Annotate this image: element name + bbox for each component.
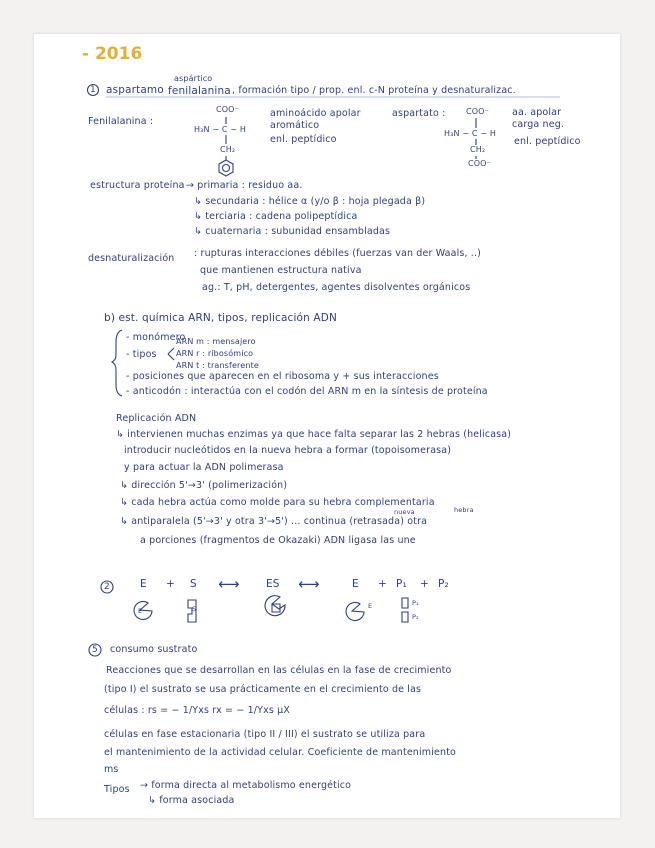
fenil-note-1: aminoácido apolar [270, 108, 361, 119]
q2-eq-ES: ES [266, 578, 280, 590]
fenil-note-3: enl. peptídico [270, 134, 337, 145]
asp-coo-bottom: COO⁻ [468, 159, 492, 168]
arn-type-m: ARN m : mensajero [176, 337, 256, 346]
q1-title-start: aspartamo [106, 84, 164, 96]
estructura-item-1: → primaria : residuo aa. [186, 180, 303, 191]
q2-shape-label-P1: P₁ [412, 599, 419, 607]
q2-eq-plus3: + [420, 578, 429, 590]
q2-shape-label-S: S [192, 605, 197, 613]
q5-line-1: Reacciones que se desarrollan en las células en la fase de crecimiento [106, 665, 452, 676]
replicacion-line-2: introducir nucleótidos en la nueva hebra a formar (topoisomerasa) [124, 445, 452, 456]
fenil-ch2: CH₂ [220, 145, 236, 154]
q2-eq-S: S [190, 578, 197, 590]
replicacion-line-7: a porciones (fragmentos de Okazaki) ADN ligasa las une [140, 535, 416, 546]
desnat-line-3: ag.: T, pH, detergentes, agentes disolventes orgánicos [202, 282, 471, 293]
q2-shape-label-E2: E [368, 602, 373, 610]
estructura-item-2: ↳ secundaria : hélice α (y/o β : hoja plegada β) [194, 196, 426, 207]
q2-eq-E1: E [140, 578, 147, 590]
q5-tipos-2: ↳ forma asociada [148, 795, 235, 806]
asp-main: H₃N − C − H [444, 129, 497, 138]
asp-coo-top: COO⁻ [466, 107, 490, 116]
replicacion-small-1: nueva [394, 508, 415, 516]
q1-title-rest: , formación tipo / prop. enl. c-N proteína y desnaturalizac. [232, 85, 516, 96]
replicacion-line-5: ↳ cada hebra actúa como molde para su hebra complementaria [120, 497, 435, 508]
q2-eq-P2: P₂ [438, 578, 449, 590]
replicacion-line-4: ↳ dirección 5'→3' (polimerización) [120, 480, 288, 491]
asp-note-2: carga neg. [512, 119, 565, 130]
asp-ch2: CH₂ [470, 145, 486, 154]
arn-monomero: - monómero [126, 332, 186, 343]
asp-note-3: enl. peptídico [514, 136, 581, 147]
estructura-item-4: ↳ cuaternaria : subunidad ensambladas [194, 226, 391, 237]
replicacion-line-6: ↳ antiparalela (5'→3' y otra 3'→5') ... continua (retrasada) otra [120, 516, 428, 527]
q2-eq-arrow1: ⟷ [218, 575, 240, 593]
q1b-title: b) est. química ARN, tipos, replicación ADN [104, 312, 337, 324]
desnat-line-1: : rupturas interacciones débiles (fuerzas van der Waals, ..) [194, 248, 481, 259]
q2-shape-label-E: E [138, 607, 143, 615]
q2-eq-plus2: + [378, 578, 387, 590]
q2-eq-E2: E [352, 578, 359, 590]
arn-line-posiciones: - posiciones que aparecen en el ribosoma y + sus interacciones [126, 371, 439, 382]
q1-number: 1 [90, 85, 96, 95]
q2-shape-label-P2: P₂ [412, 613, 419, 621]
asp-note-1: aa. apolar [512, 107, 562, 118]
replicacion-small-2: hebra [454, 506, 474, 514]
replicacion-line-1: ↳ intervienen muchas enzimas ya que hace falta separar las 2 hebras (helicasa) [116, 429, 512, 440]
q5-line-3: células : rs = − 1/Yxs rx = − 1/Yxs μX [104, 705, 290, 716]
q5-tipos-1: → forma directa al metabolismo energético [140, 780, 352, 791]
fenil-label: Fenilalanina : [88, 116, 154, 127]
fenil-coo: COO⁻ [216, 105, 240, 114]
q5-line-4: células en fase estacionaria (tipo II / III) el sustrato se utiliza para [104, 729, 426, 740]
arn-line-anticodon: - anticodón : interactúa con el codón del ARN m en la síntesis de proteína [126, 386, 488, 397]
estructura-label: estructura proteína [90, 180, 185, 191]
q5-number: 5 [92, 645, 98, 655]
desnat-line-2: que mantienen estructura nativa [200, 265, 362, 276]
q5-tipos-label: Tipos [104, 784, 130, 795]
year-heading: - 2016 [82, 44, 143, 64]
q1-title-lower: fenilalanina [168, 85, 231, 97]
q2-number: 2 [104, 582, 110, 592]
replicacion-line-3: y para actuar la ADN polimerasa [124, 462, 284, 473]
q5-line-6: ms [104, 764, 119, 775]
q2-eq-P1: P₁ [396, 578, 407, 590]
fenil-note-2: aromático [270, 120, 320, 131]
arn-type-r: ARN r : ribosómico [176, 349, 254, 358]
q5-line-2: (tipo I) el sustrato se usa prácticamente en el crecimiento de las [104, 684, 422, 695]
notebook-page [34, 34, 620, 818]
fenil-main: H₃N − C − H [194, 125, 247, 134]
asp-label: aspartato : [392, 108, 446, 119]
estructura-item-3: ↳ terciaria : cadena polipeptídica [194, 211, 358, 222]
q1-title-upper: aspártico [174, 74, 213, 83]
q5-line-5: el mantenimiento de la actividad celular. Coeficiente de mantenimiento [104, 747, 456, 758]
desnat-label: desnaturalización [88, 253, 175, 264]
arn-type-t: ARN t : transferente [176, 361, 259, 370]
arn-tipos: - tipos [126, 349, 157, 360]
q5-title: consumo sustrato [110, 644, 198, 655]
replicacion-title: Replicación ADN [116, 413, 197, 424]
q2-eq-plus1: + [166, 578, 175, 590]
q2-eq-arrow2: ⟷ [298, 575, 320, 593]
